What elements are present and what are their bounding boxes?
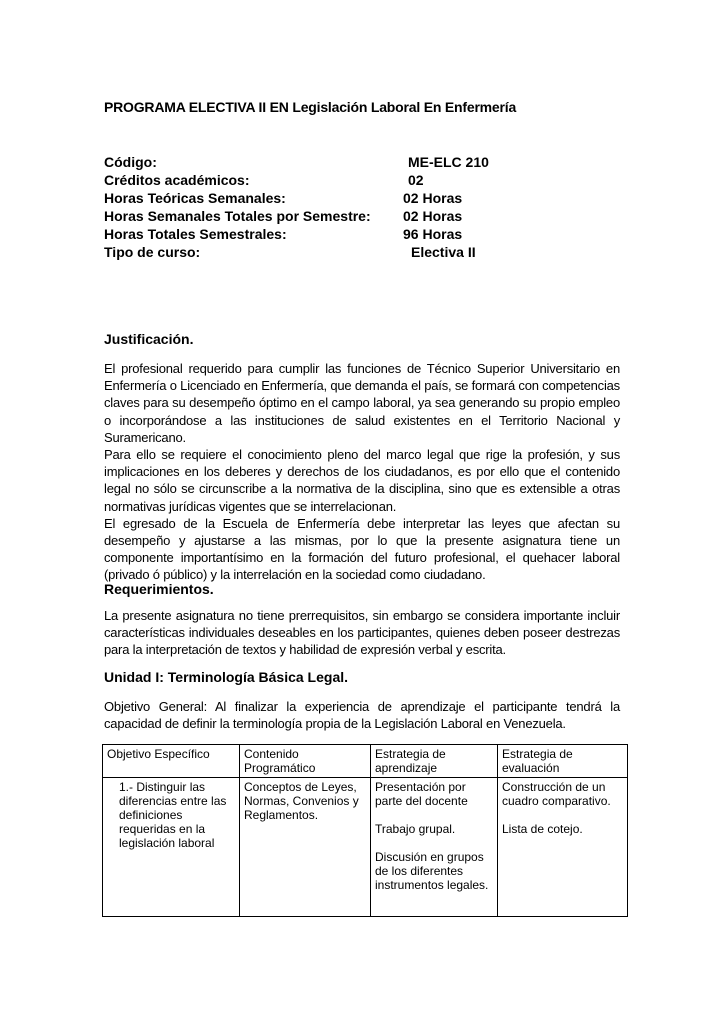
evaluation-item: Lista de cotejo. (502, 822, 583, 836)
credits-label: Créditos académicos: (104, 172, 250, 188)
course-code-value: ME-ELC 210 (408, 154, 489, 170)
objetivo-text: 1.- Distinguir las diferencias entre las definiciones requeridas en la legislación laboral (119, 780, 227, 850)
weekly-total-hours-value: 02 Horas (403, 208, 463, 224)
cell-objetivo (103, 778, 240, 917)
header-aprendizaje: Estrategia de aprendizaje (371, 745, 498, 778)
paragraph: El egresado de la Escuela de Enfermería debe interpretar las leyes que afectan su desempeño y ajustarse a las mismas, por lo que la presente asignatura tiene un componente importantísimo en la formación del futuro profesional, el quehacer laboral (privado ó público) y la interrelación en la sociedad como ciudadano. (104, 515, 620, 583)
objetivo-general (104, 698, 620, 732)
justificacion-body (104, 360, 620, 584)
course-type-value: Electiva II (411, 244, 476, 260)
credits-value: 02 (408, 172, 424, 188)
document-title: PROGRAMA ELECTIVA II EN Legislación Laboral En Enfermería (104, 99, 517, 115)
semester-total-hours-label: Horas Totales Semestrales: (104, 226, 287, 242)
weekly-total-hours-label: Horas Semanales Totales por Semestre: (104, 208, 371, 224)
justificacion-heading: Justificación. (104, 331, 194, 347)
weekly-theory-hours-value: 02 Horas (403, 190, 463, 206)
requerimientos-body (104, 607, 620, 659)
weekly-theory-hours-label: Horas Teóricas Semanales: (104, 190, 286, 206)
paragraph: El profesional requerido para cumplir las funciones de Técnico Superior Universitario en Enfermería o Licenciado en Enfermería, que demanda el país, se formará con competencias claves para su desempeño óptimo en el campo laboral, ya sea generando su propio empleo o incorporándose a las instituciones de salud existentes en el Territorio Nacional y Suramericano. (104, 361, 620, 445)
header-objetivo: Objetivo Específico (103, 745, 240, 778)
semester-total-hours-value: 96 Horas (403, 226, 463, 242)
evaluation-item: Construcción de un cuadro comparativo. (502, 780, 611, 808)
paragraph: Para ello se requiere el conocimiento pleno del marco legal que rige la profesión, y sus implicaciones en los deberes y derechos de los ciudadanos, es por ello que el contenido legal no sólo se circunscribe a la normativa de la disciplina, sino que es extensible a otras normativas jurídicas vigentes que se interrelacionan. (104, 447, 620, 514)
unit-table (102, 744, 628, 917)
course-code-label: Código: (104, 154, 157, 170)
requerimientos-heading: Requerimientos. (104, 581, 214, 597)
strategy-item: Trabajo grupal. (375, 822, 456, 836)
cell-aprendizaje (371, 778, 498, 917)
cell-evaluacion (498, 778, 628, 917)
strategy-item: Presentación por parte del docente (375, 780, 468, 808)
paragraph: Objetivo General: Al finalizar la experiencia de aprendizaje el participante tendrá la capacidad de definir la terminología propia de la Legislación Laboral en Venezuela. (104, 699, 620, 732)
paragraph: La presente asignatura no tiene prerrequisitos, sin embargo se considera importante incluir características individuales deseables en los participantes, quienes deben poseer destrezas para la interpretación de textos y habilidad de expresión verbal y escrita. (104, 608, 620, 658)
table-row (103, 778, 628, 917)
cell-contenido: Conceptos de Leyes, Normas, Convenios y Reglamentos. (240, 778, 371, 917)
header-evaluacion: Estrategia de evaluación (498, 745, 628, 778)
course-type-label: Tipo de curso: (104, 244, 201, 260)
header-contenido: Contenido Programático (240, 745, 371, 778)
unidad-heading: Unidad I: Terminología Básica Legal. (104, 669, 349, 685)
strategy-item: Discusión en grupos de los diferentes instrumentos legales. (375, 850, 489, 892)
table-header-row (103, 745, 628, 778)
